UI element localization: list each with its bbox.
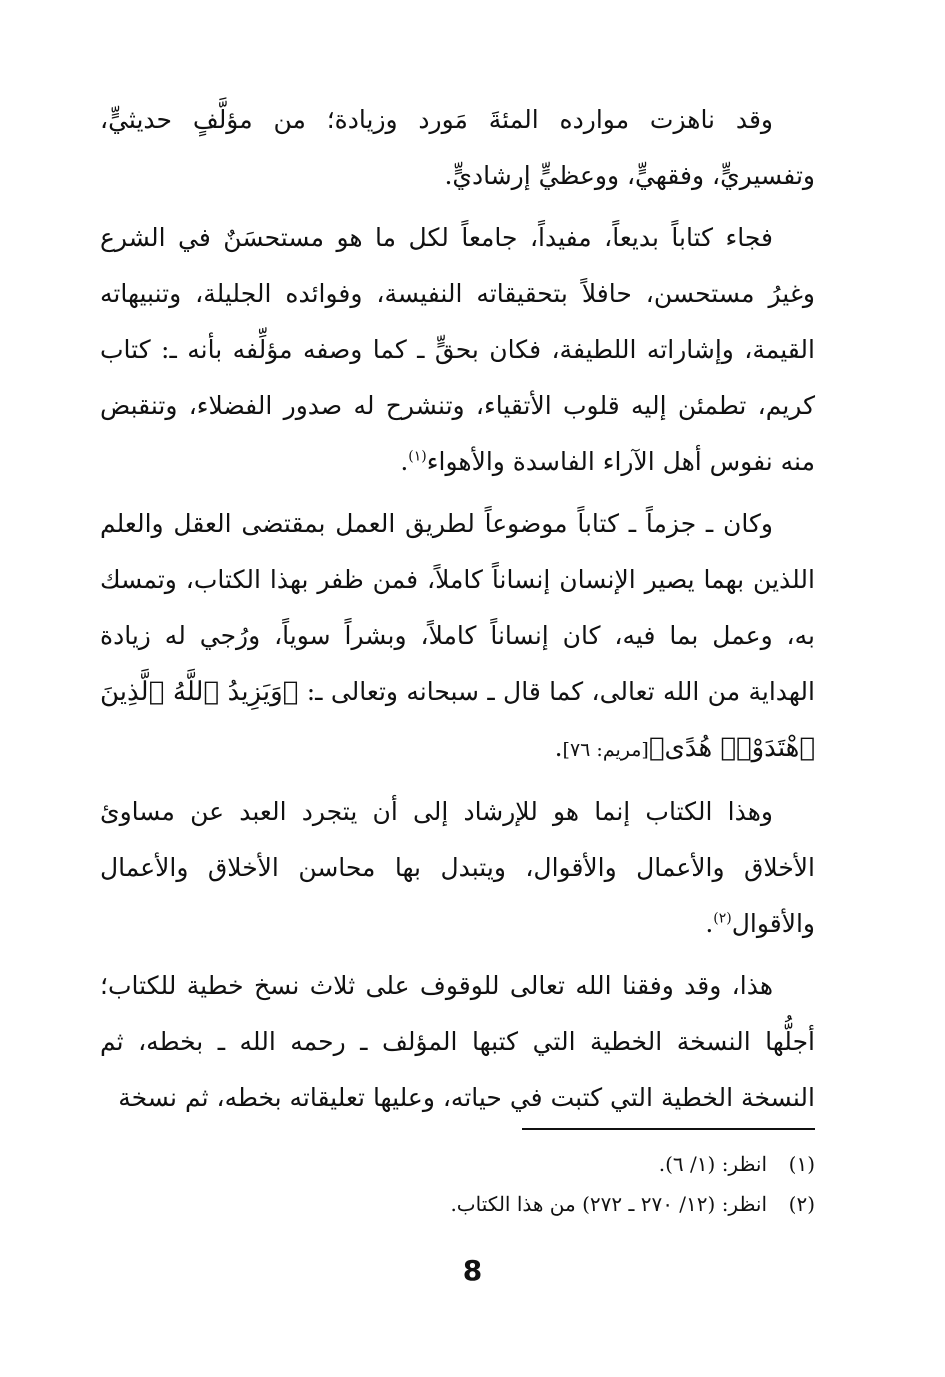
paragraph-1	[100, 92, 815, 204]
paragraph-5	[100, 958, 815, 1126]
paragraph-3-text: وكان ـ جزماً ـ كتاباً موضوعاً لطريق العمل بمقتضى العقل والعلم اللذين بهما يصير الإنسان إنساناً كاملاً، فمن ظفر بهذا الكتاب، وتمسك به، وعمل بما فيه، كان إنساناً كاملاً، وبشراً سوياً، ورُجي له زيادة الهداية من الله تعالى، كما قال ـ سبحانه وتعالى ـ:	[100, 509, 815, 706]
footnote-text: انظر: (١٢/ ٢٧٠ ـ ٢٧٢) من هذا الكتاب.	[450, 1192, 767, 1216]
footnote-2	[100, 1184, 815, 1224]
paragraph-2	[100, 210, 815, 490]
footnote-number: (١)	[788, 1152, 815, 1176]
paragraph-3	[100, 496, 815, 778]
footnote-ref-1[interactable]: (١)	[408, 448, 427, 465]
footnote-text: انظر: (١/ ٦).	[658, 1152, 767, 1176]
footnotes	[100, 1144, 815, 1224]
main-text	[100, 92, 815, 1132]
paragraph-3-end: .	[554, 733, 563, 762]
paragraph-4-end: .	[705, 909, 714, 938]
paragraph-4-text: وهذا الكتاب إنما هو للإرشاد إلى أن يتجرد العبد عن مساوئ الأخلاق والأعمال والأقوال، ويتبدل بها محاسن الأخلاق والأعمال والأقوال	[100, 797, 815, 938]
paragraph-1-text: وقد ناهزت موارده المئةَ مَورد وزيادة؛ من مؤلَّفٍ حديثيٍّ، وتفسيريٍّ، وفقهيٍّ، ووعظيٍّ إرشاديٍّ.	[100, 105, 815, 190]
footnote-number: (٢)	[788, 1192, 815, 1216]
footnote-separator	[522, 1128, 815, 1130]
quran-verse: ﴿وَيَزِيدُ ٱللَّهُ ٱلَّذِينَ ٱهْتَدَوْا۟ هُدًى﴾	[100, 677, 815, 763]
paragraph-4	[100, 784, 815, 952]
footnote-1	[100, 1144, 815, 1184]
quran-reference: [مريم: ٧٦]	[562, 739, 649, 761]
page-number: 8	[462, 1254, 483, 1287]
paragraph-2-end: .	[400, 447, 409, 476]
paragraph-2-text: فجاء كتاباً بديعاً، مفيداً، جامعاً لكل ما هو مستحسَنٌ في الشرع وغيرُ مستحسن، حافلاً بتحقيقاته النفيسة، وفوائده الجليلة، وتنبيهاته القيمة، وإشاراته اللطيفة، فكان بحقٍّ ـ كما وصفه مؤلِّفه بأنه ـ: كتاب كريم، تطمئن إليه قلوب الأتقياء، وتنشرح له صدور الفضلاء، وتنقبض منه نفوس أهل الآراء الفاسدة والأهواء	[100, 223, 815, 476]
paragraph-5-text: هذا، وقد وفقنا الله تعالى للوقوف على ثلاث نسخ خطية للكتاب؛ أجلُّها النسخة الخطية التي كتبها المؤلف ـ رحمه الله ـ بخطه، ثم النسخة الخطية التي كتبت في حياته، وعليها تعليقاته بخطه، ثم نسخة	[100, 971, 815, 1112]
footnote-ref-2[interactable]: (٢)	[713, 910, 732, 927]
